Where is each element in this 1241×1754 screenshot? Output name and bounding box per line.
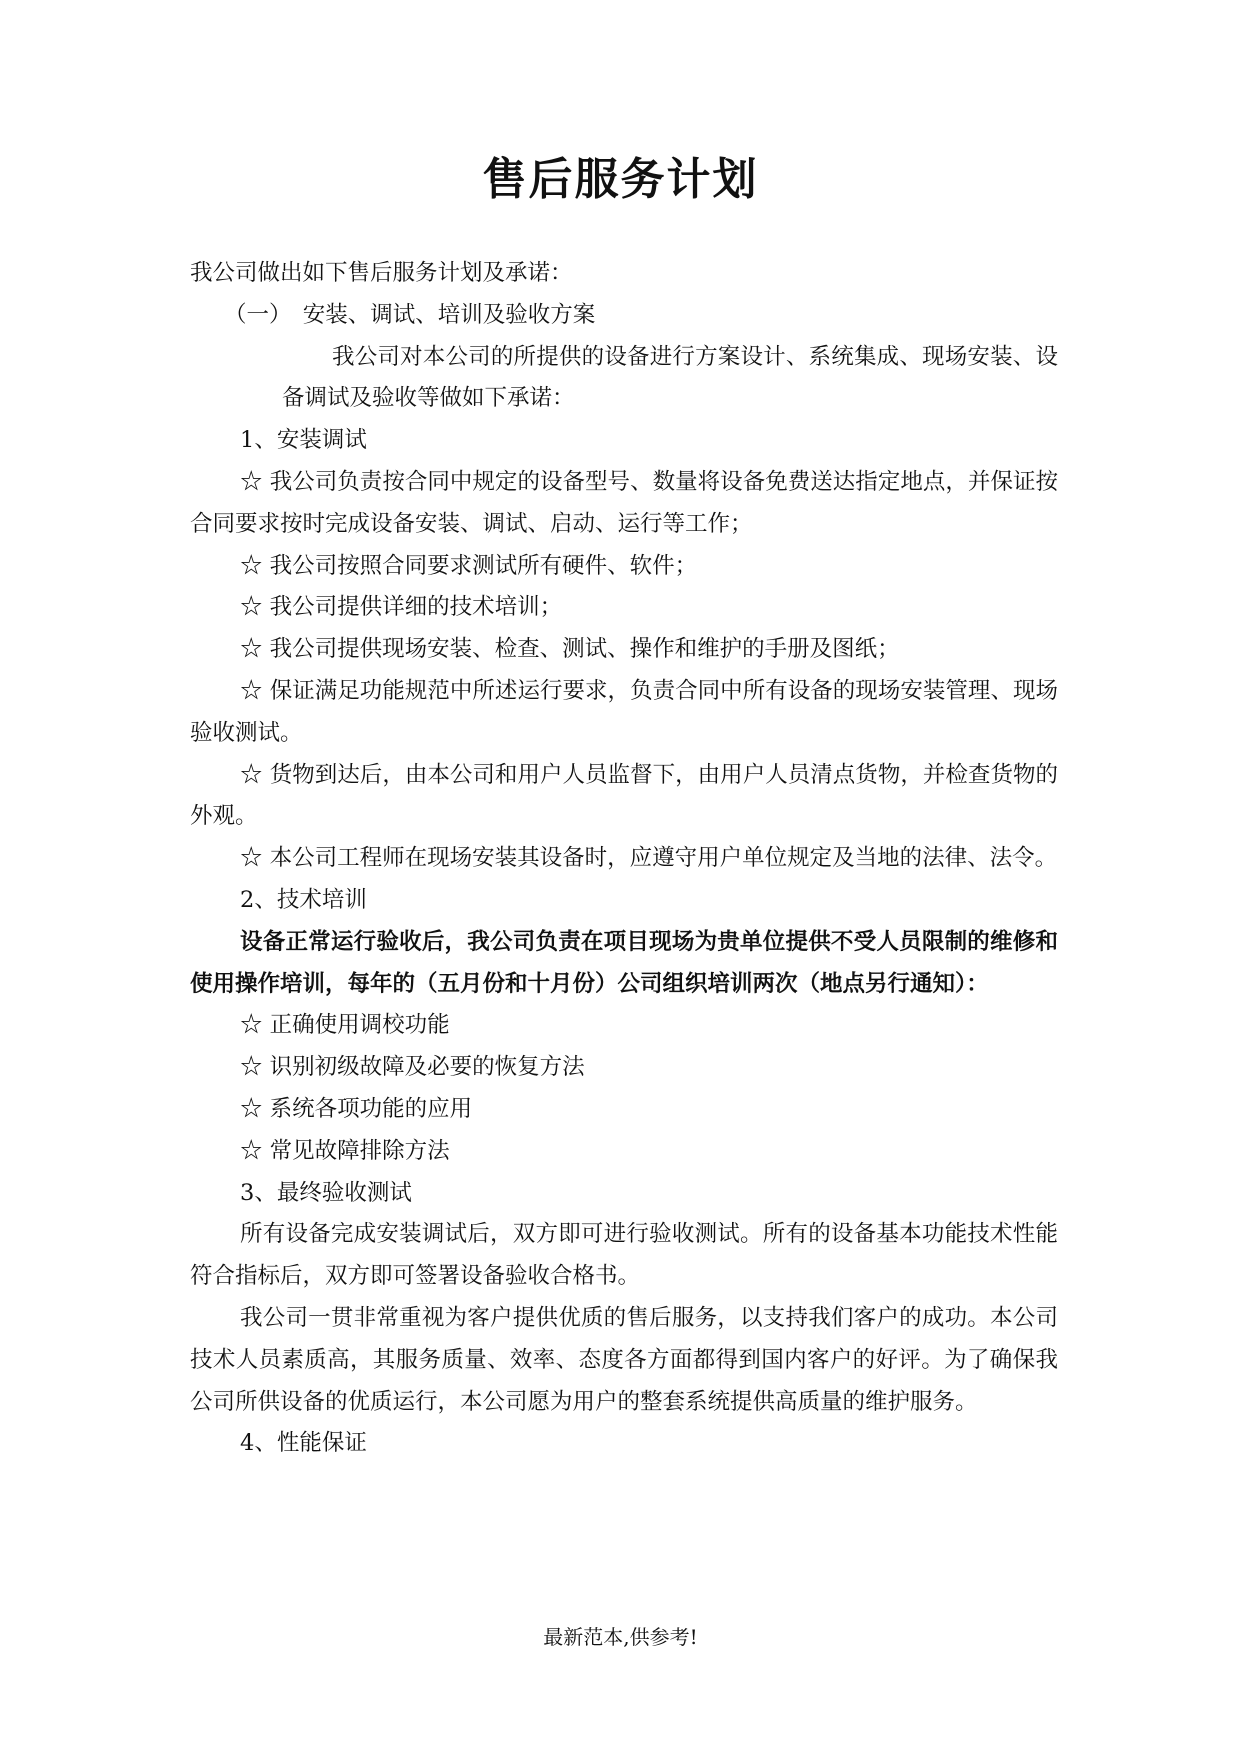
list-item: ☆ 我公司按照合同要求测试所有硬件、软件； xyxy=(240,552,698,579)
list-item: ☆ 正确使用调校功能 xyxy=(240,1012,450,1039)
list-item: ☆ 常见故障排除方法 xyxy=(240,1137,450,1164)
acceptance-paragraph: 所有设备完成安装调试后，双方即可进行验收测试。所有的设备基本功能技术性能符合指标后，双方即可签署设备验收合格书。 xyxy=(190,1221,1058,1290)
list-item: ☆ 我公司负责按合同中规定的设备型号、数量将设备免费送达指定地点，并保证按合同要求按时完成设备安装、调试、启动、运行等工作； xyxy=(190,468,1058,537)
document-title: 售后服务计划 xyxy=(482,154,759,205)
subheading-training: 2、技术培训 xyxy=(240,886,367,913)
subheading-acceptance: 3、最终验收测试 xyxy=(240,1179,412,1206)
section-heading-1: （一） 安装、调试、培训及验收方案 xyxy=(224,301,596,328)
list-item: ☆ 系统各项功能的应用 xyxy=(240,1095,473,1122)
list-item: ☆ 我公司提供详细的技术培训； xyxy=(240,594,563,621)
list-item: ☆ 保证满足功能规范中所述运行要求，负责合同中所有设备的现场安装管理、现场验收测试。 xyxy=(190,677,1058,746)
list-item: ☆ 我公司提供现场安装、检查、测试、操作和维护的手册及图纸； xyxy=(240,636,900,663)
commitment-paragraph: 我公司对本公司的所提供的设备进行方案设计、系统集成、现场安装、设备调试及验收等做如下承诺： xyxy=(282,343,1058,412)
subheading-performance: 4、性能保证 xyxy=(240,1430,367,1457)
list-item: ☆ 货物到达后，由本公司和用户人员监督下，由用户人员清点货物，并检查货物的外观。 xyxy=(190,761,1058,830)
list-item: ☆ 识别初级故障及必要的恢复方法 xyxy=(240,1054,585,1081)
page-footer: 最新范本,供参考! xyxy=(543,1625,698,1649)
subheading-install: 1、安装调试 xyxy=(240,427,367,454)
list-item: ☆ 本公司工程师在现场安装其设备时，应遵守用户单位规定及当地的法律、法令。 xyxy=(240,845,1058,872)
service-paragraph: 我公司一贯非常重视为客户提供优质的售后服务，以支持我们客户的成功。本公司技术人员素质高，其服务质量、效率、态度各方面都得到国内客户的好评。为了确保我公司所供设备的优质运行，本公司愿为用户的整套系统提供高质量的维护服务。 xyxy=(190,1304,1058,1415)
document-body xyxy=(190,253,1058,1465)
intro-paragraph: 我公司做出如下售后服务计划及承诺： xyxy=(190,260,573,286)
training-paragraph: 设备正常运行验收后，我公司负责在项目现场为贵单位提供不受人员限制的维修和使用操作培训，每年的（五月份和十月份）公司组织培训两次（地点另行通知）： xyxy=(190,928,1058,997)
